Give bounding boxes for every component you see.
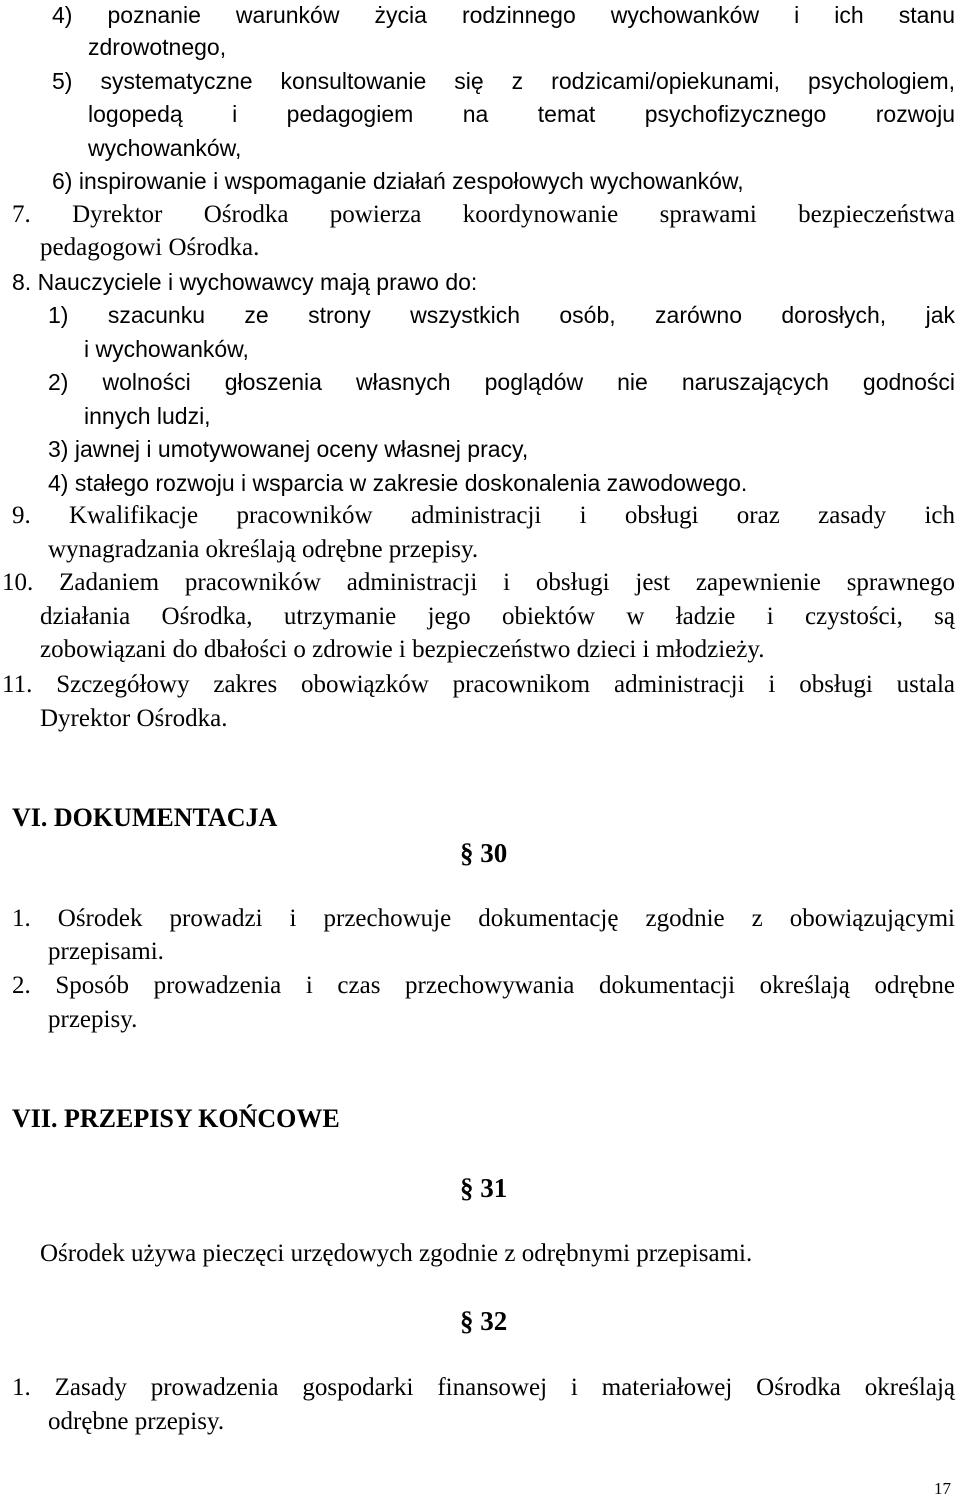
section-heading-vi: VI. DOKUMENTACJA (12, 803, 278, 832)
page-number: 17 (934, 1479, 951, 1498)
point-8-item-2-line2: innych ludzi, (84, 403, 211, 429)
point-9-line2: wynagradzania określają odrębne przepisy. (48, 536, 479, 563)
paragraph-30-mark: § 30 (460, 838, 508, 868)
point-10-line1: 10. Zadaniem pracowników administracji i obsługi jest zapewnienie sprawnego (2, 569, 955, 596)
point-8-item-1-line2: i wychowanków, (84, 336, 249, 362)
point-11-line1: 11. Szczegółowy zakres obowiązków pracownikom administracji i obsługi ustala (2, 671, 955, 698)
point-7-line2: pedagogowi Ośrodka. (40, 234, 260, 261)
list-item-4-line2: zdrowotnego, (88, 34, 227, 60)
paragraph-31-text: Ośrodek używa pieczęci urzędowych zgodnie z odrębnymi przepisami. (40, 1240, 753, 1267)
section-vi-point-2-line2: przepisy. (48, 1006, 138, 1033)
section-vi-point-1-line1: 1. Ośrodek prowadzi i przechowuje dokumentację zgodnie z obowiązującymi (12, 905, 955, 932)
section-vi-point-1-line2: przepisami. (48, 938, 164, 965)
point-11-line2: Dyrektor Ośrodka. (40, 705, 228, 732)
point-10-line3: zobowiązani do dbałości o zdrowie i bezpieczeństwo dzieci i młodzieży. (40, 636, 765, 663)
section-heading-vii: VII. PRZEPISY KOŃCOWE (12, 1104, 340, 1133)
paragraph-32-point-1-line2: odrębne przepisy. (48, 1408, 225, 1435)
list-item-4-line1: 4) poznanie warunków życia rodzinnego wychowanków i ich stanu (52, 2, 955, 28)
paragraph-32-mark: § 32 (460, 1306, 508, 1336)
point-8-item-2-line1: 2) wolności głoszenia własnych poglądów nie naruszających godności (48, 369, 955, 395)
point-8-item-3: 3) jawnej i umotywowanej oceny własnej pracy, (48, 436, 529, 462)
point-8-item-1-line1: 1) szacunku ze strony wszystkich osób, zarówno dorosłych, jak (48, 302, 955, 328)
list-item-6: 6) inspirowanie i wspomaganie działań zespołowych wychowanków, (52, 168, 744, 194)
point-7-line1: 7. Dyrektor Ośrodka powierza koordynowanie sprawami bezpieczeństwa (12, 201, 955, 228)
point-9-line1: 9. Kwalifikacje pracowników administracji i obsługi oraz zasady ich (12, 502, 955, 529)
point-8-intro: 8. Nauczyciele i wychowawcy mają prawo do: (12, 269, 478, 295)
paragraph-31-mark: § 31 (460, 1173, 508, 1203)
section-vi-point-2-line1: 2. Sposób prowadzenia i czas przechowywania dokumentacji określają odrębne (12, 972, 955, 999)
list-item-5-line3: wychowanków, (88, 135, 242, 161)
list-item-5-line2: logopedą i pedagogiem na temat psychofizycznego rozwoju (88, 101, 955, 127)
list-item-5-line1: 5) systematyczne konsultowanie się z rodzicami/opiekunami, psychologiem, (52, 68, 955, 94)
point-10-line2: działania Ośrodka, utrzymanie jego obiektów w ładzie i czystości, są (40, 603, 955, 630)
point-8-item-4: 4) stałego rozwoju i wsparcia w zakresie doskonalenia zawodowego. (48, 470, 748, 496)
paragraph-32-point-1-line1: 1. Zasady prowadzenia gospodarki finansowej i materiałowej Ośrodka określają (12, 1374, 955, 1401)
